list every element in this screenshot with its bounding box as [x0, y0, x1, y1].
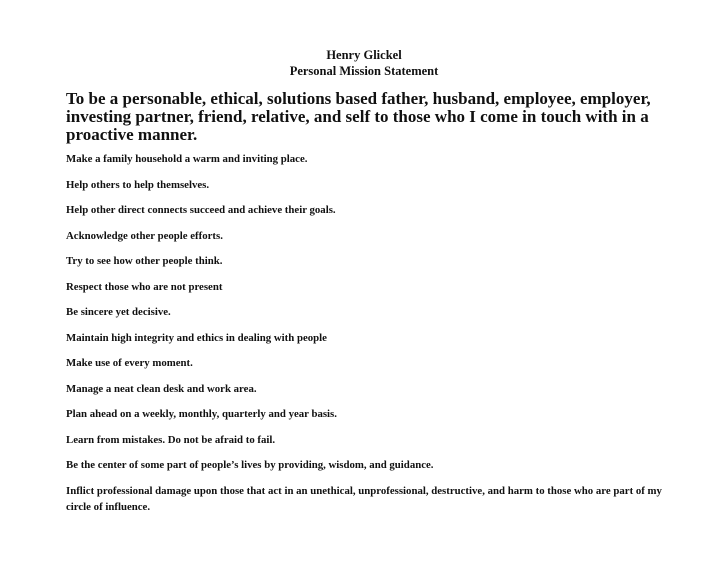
- list-item: Respect those who are not present: [66, 280, 223, 293]
- author-name: Henry Glickel: [326, 48, 402, 62]
- list-item: Make use of every moment.: [66, 357, 193, 369]
- list-item: Try to see how other people think.: [66, 255, 223, 267]
- list-item: Make a family household a warm and inviting place.: [66, 153, 308, 165]
- list-item: Acknowledge other people efforts.: [66, 229, 223, 242]
- list-item: Help other direct connects succeed and achieve their goals.: [66, 204, 336, 216]
- principles-list: [66, 151, 708, 515]
- mission-statement: To be a personable, ethical, solutions based father, husband, employee, employer, investing partner, friend, relative, and self to those who I come in touch with in a proactive manner.: [66, 89, 651, 144]
- list-item: Inflict professional damage upon those that act in an unethical, unprofessional, destructive, and harm to those who are part of my circle of influence.: [66, 484, 662, 513]
- list-item: Be sincere yet decisive.: [66, 306, 171, 318]
- list-item: Plan ahead on a weekly, monthly, quarterly and year basis.: [66, 408, 337, 420]
- list-item: Learn from mistakes. Do not be afraid to fail.: [66, 433, 276, 446]
- list-item: Maintain high integrity and ethics in dealing with people: [66, 331, 327, 344]
- list-item: Help others to help themselves.: [66, 178, 210, 191]
- document-title: Personal Mission Statement: [289, 64, 439, 78]
- list-item: Be the center of some part of people’s lives by providing, wisdom, and guidance.: [66, 459, 434, 471]
- list-item: Manage a neat clean desk and work area.: [66, 382, 257, 395]
